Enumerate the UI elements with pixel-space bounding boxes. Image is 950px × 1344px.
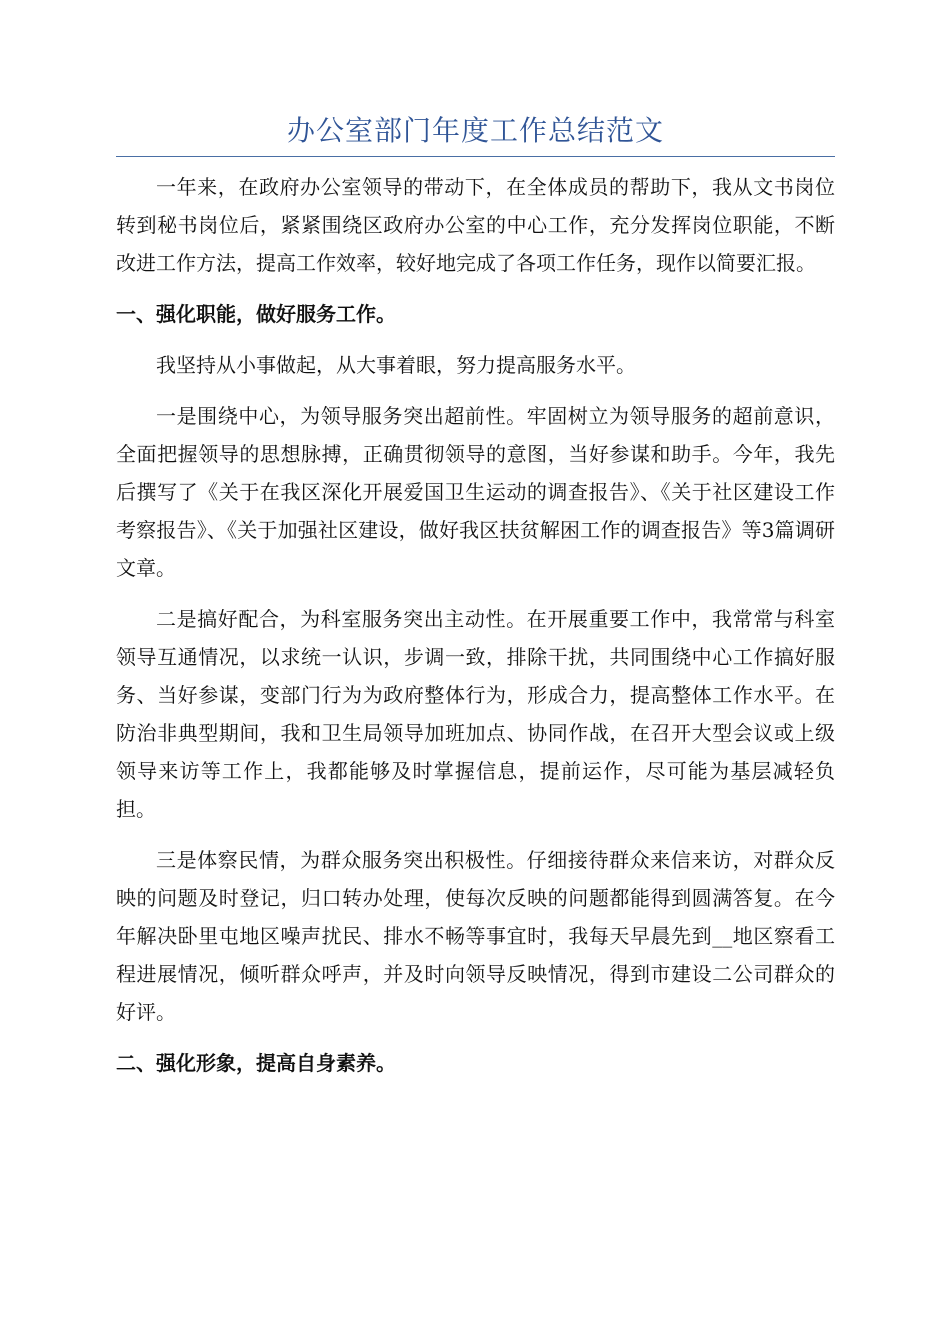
body-paragraph: 我坚持从小事做起，从大事着眼，努力提高服务水平。 xyxy=(156,353,636,377)
section-heading-1: 一、强化职能，做好服务工作。 xyxy=(116,302,396,326)
document-body xyxy=(116,168,835,1082)
section-heading-2: 二、强化形象，提高自身素养。 xyxy=(116,1051,396,1075)
document-title: 办公室部门年度工作总结范文 xyxy=(286,114,664,147)
body-paragraph: 二是搞好配合，为科室服务突出主动性。在开展重要工作中，我常常与科室领导互通情况，以求统一认识，步调一致，排除干扰，共同围绕中心工作搞好服务、当好参谋，变部门行为为政府整体行为，形成合力，提高整体工作水平。在防治非典型期间，我和卫生局领导加班加点、协同作战，在召开大型会议或上级领导来访等工作上，我都能够及时掌握信息，提前运作，尽可能为基层减轻负担。 xyxy=(116,607,835,821)
body-paragraph: 一是围绕中心，为领导服务突出超前性。牢固树立为领导服务的超前意识，全面把握领导的思想脉搏，正确贯彻领导的意图，当好参谋和助手。今年，我先后撰写了《关于在我区深化开展爱国卫生运动的调查报告》、《关于社区建设工作考察报告》、《关于加强社区建设，做好我区扶贫解困工作的调查报告》等3篇调研文章。 xyxy=(116,404,835,580)
body-paragraph: 三是体察民情，为群众服务突出积极性。仔细接待群众来信来访，对群众反映的问题及时登记，归口转办处理，使每次反映的问题都能得到圆满答复。在今年解决卧里屯地区噪声扰民、排水不畅等事宜时，我每天早晨先到__地区察看工程进展情况，倾听群众呼声，并及时向领导反映情况，得到市建设二公司群众的好评。 xyxy=(116,848,835,1024)
intro-paragraph: 一年来，在政府办公室领导的带动下，在全体成员的帮助下，我从文书岗位转到秘书岗位后，紧紧围绕区政府办公室的中心工作，充分发挥岗位职能，不断改进工作方法，提高工作效率，较好地完成了各项工作任务，现作以简要汇报。 xyxy=(116,175,835,275)
title-bar xyxy=(116,108,835,157)
